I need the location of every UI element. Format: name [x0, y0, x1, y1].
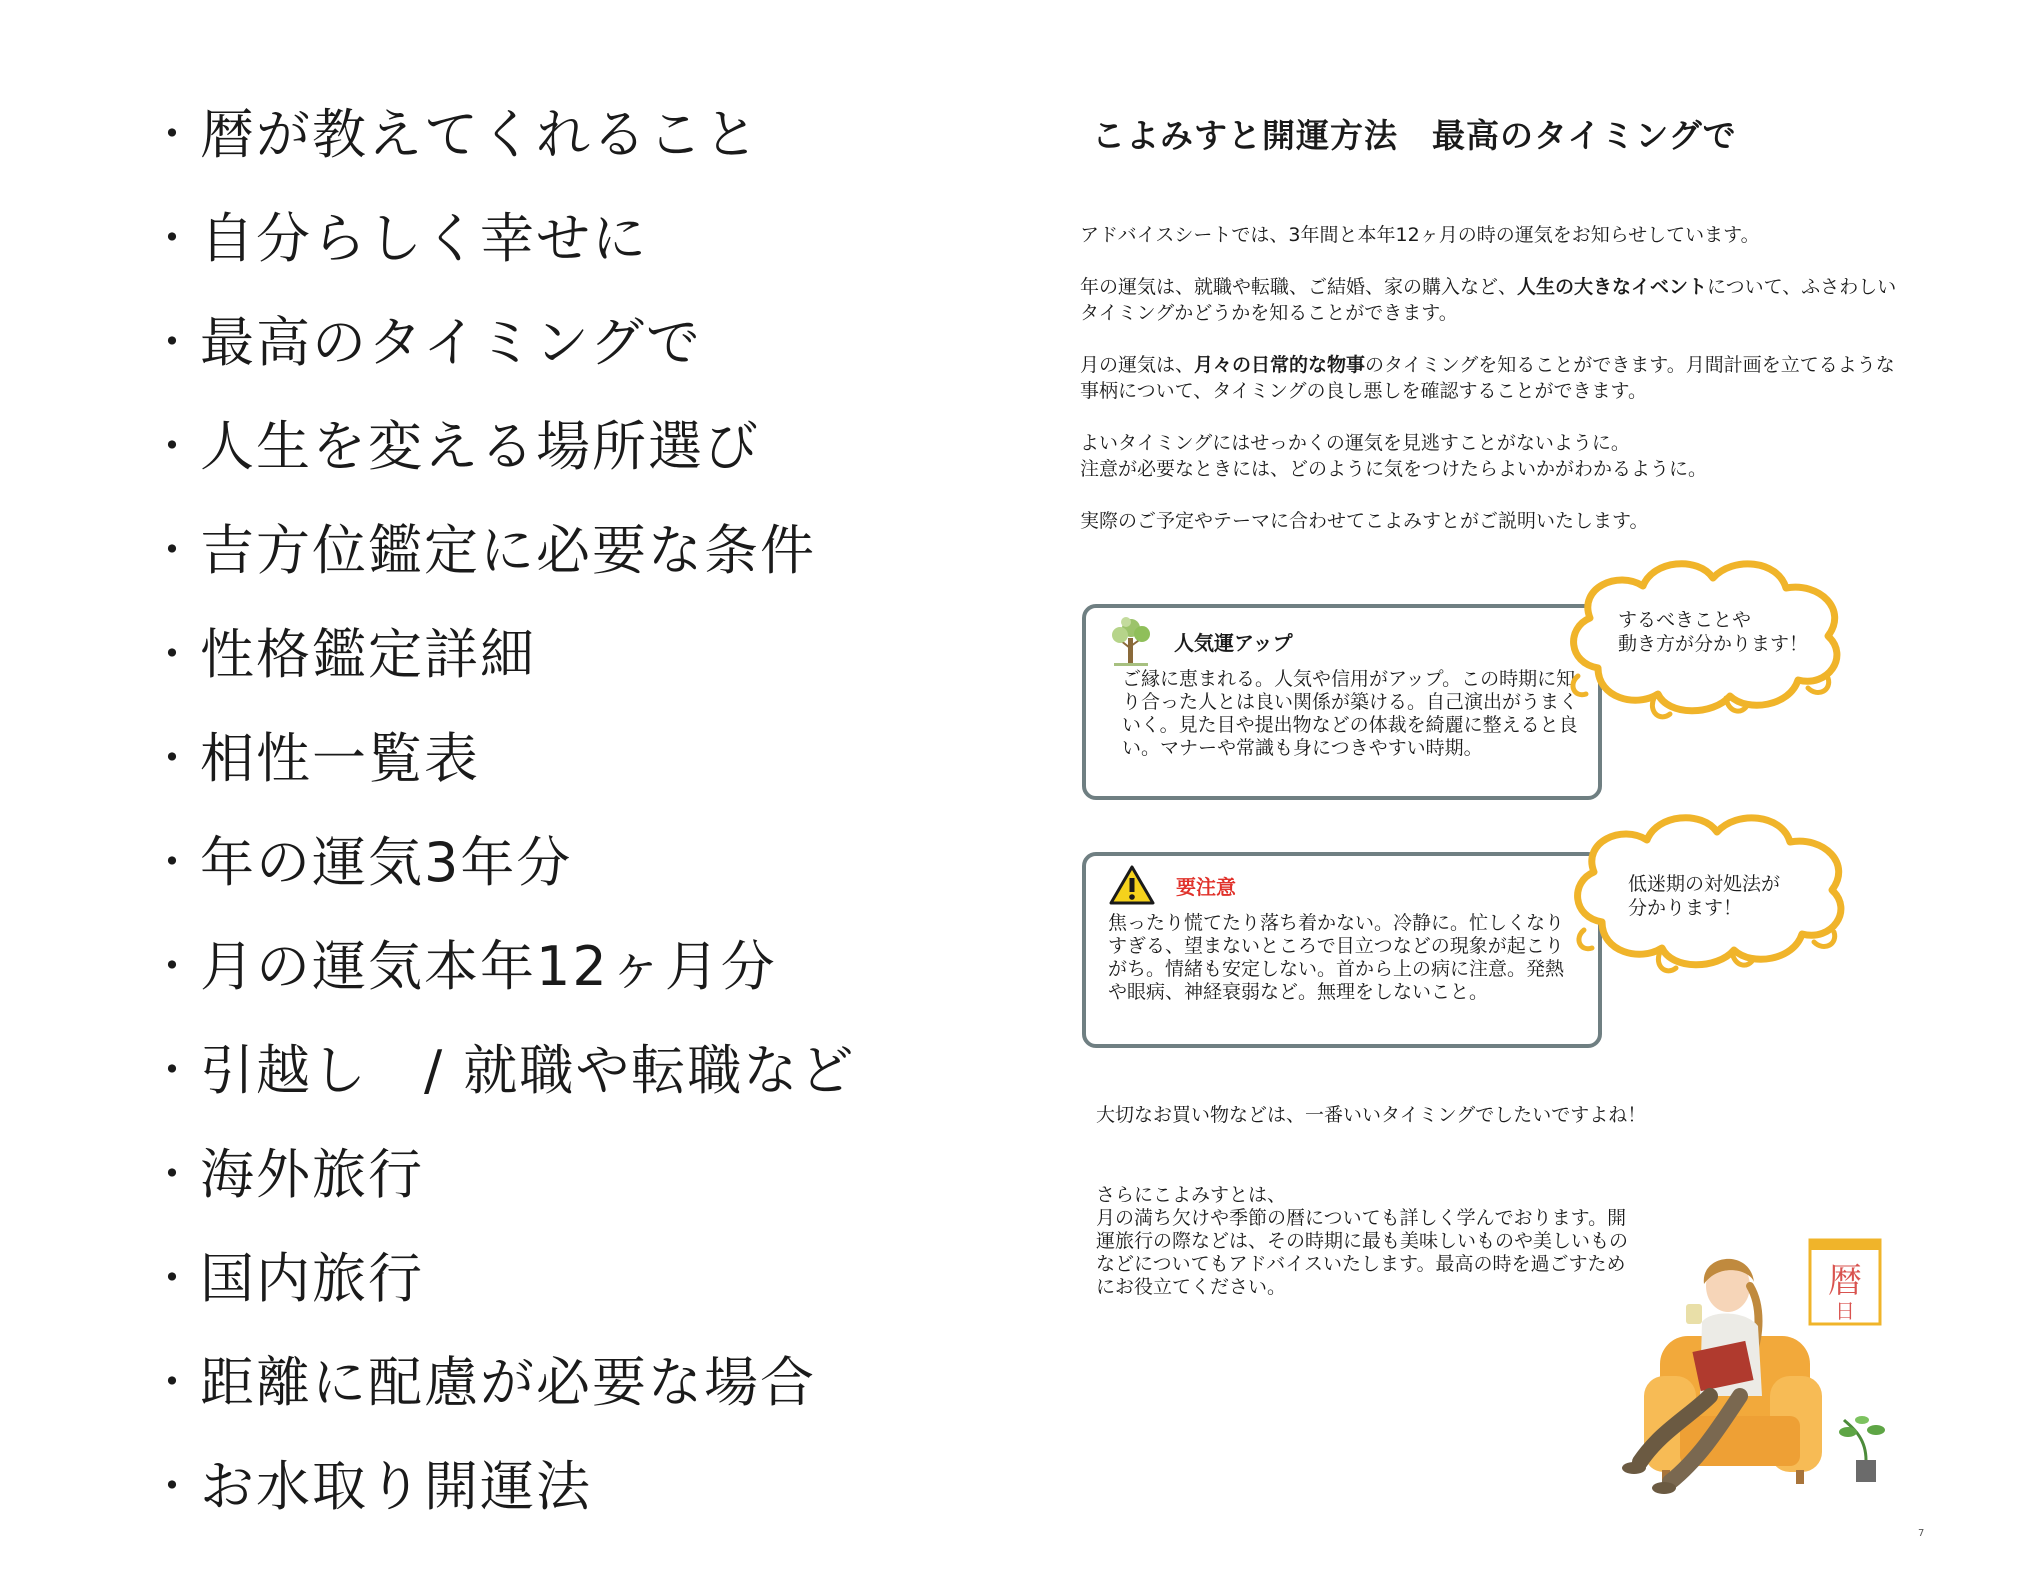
topic-label: 相性一覧表 [200, 726, 480, 790]
reading-woman-illustration [1600, 1226, 1900, 1506]
topic-label: お水取り開運法 [200, 1454, 592, 1518]
bullet: ・ [150, 629, 196, 680]
popularity-card [1082, 604, 1602, 800]
calendar-icon [1810, 1240, 1880, 1324]
cloud-line: 分かります！ [1628, 897, 1743, 919]
topic-label: 距離に配慮が必要な場合 [200, 1350, 816, 1414]
bullet: ・ [150, 213, 196, 264]
topic-item [150, 78, 970, 182]
page-number: 7 [1918, 1528, 1925, 1539]
card-body: 焦ったり慌てたり落ち着かない。冷静に。忙しくなりすぎる、望まないところで目立つなどの現象が起こりがち。情緒も安定しない。首から上の病に注意。発熱や眼病、神経衰弱など。無理をしないこと。 [1108, 912, 1565, 1003]
topic-item [150, 806, 970, 910]
bullet: ・ [150, 109, 196, 160]
cloud-line: するべきことや [1618, 609, 1752, 631]
topic-item [150, 286, 970, 390]
intro-emphasis: 人生の大きなイベント [1517, 276, 1708, 298]
intro-text-part: 年の運気は、就職や転職、ご結婚、家の購入など、 [1080, 276, 1518, 298]
cloud-text [1618, 608, 1808, 656]
intro-paragraph [1080, 508, 1910, 534]
topic-label: 月の運気本年12ヶ月分 [200, 934, 777, 998]
topic-label: 吉方位鑑定に必要な条件 [200, 518, 816, 582]
card-title: 人気運アップ [1174, 630, 1293, 655]
topic-label: 人生を変える場所選び [200, 414, 760, 478]
intro-text [1080, 222, 1910, 560]
bullet: ・ [150, 941, 196, 992]
card-body: ご縁に恵まれる。人気や信用がアップ。この時期に知り合った人とは良い関係が築ける。自己演出がうまくいく。見た目や提出物などの体裁を綺麗に整えると良い。マナーや常識も身につきやすい時期。 [1122, 668, 1579, 759]
caution-card [1082, 852, 1602, 1048]
intro-paragraph [1080, 222, 1910, 248]
topic-label: 引越し / 就職や転職など [200, 1038, 856, 1102]
topic-item [150, 910, 970, 1014]
intro-paragraph [1080, 352, 1910, 404]
topic-item [150, 182, 970, 286]
topic-item [150, 1014, 970, 1118]
card-header [1108, 616, 1293, 666]
extra-line: さらにこよみすとは、 [1096, 1184, 1287, 1206]
topic-label: 性格鑑定詳細 [200, 622, 536, 686]
speech-cloud [1558, 548, 1858, 728]
cloud-line: 低迷期の対処法が [1628, 873, 1781, 895]
topic-item [150, 1430, 970, 1534]
speech-cloud [1562, 802, 1862, 982]
page-title: こよみすと開運方法 最高のタイミングで [1092, 116, 1737, 155]
intro-emphasis: 月々の日常的な物事 [1194, 354, 1366, 376]
topic-label: 暦が教えてくれること [200, 102, 760, 166]
extra-body: 月の満ち欠けや季節の暦についても詳しく学んでおります。開運旅行の際などは、その時期に最も美味しいものや美しいものなどについてもアドバイスいたします。最高の時を過ごすためにお役立てください。 [1096, 1207, 1629, 1298]
intro-text-part: 月の運気は、 [1080, 354, 1195, 376]
bullet: ・ [150, 317, 196, 368]
warning-icon [1108, 864, 1156, 906]
topic-item [150, 1222, 970, 1326]
topic-item [150, 598, 970, 702]
topic-item [150, 494, 970, 598]
bullet: ・ [150, 525, 196, 576]
intro-line: アドバイスシートでは、3年間と本年12ヶ月の時の運気をお知らせしています。 [1080, 224, 1760, 246]
bullet: ・ [150, 421, 196, 472]
calendar-sub: 日 [1835, 1299, 1855, 1323]
topic-list [150, 78, 970, 1534]
intro-line: よいタイミングにはせっかくの運気を見逃すことがないように。 [1080, 432, 1630, 454]
cloud-line: 動き方が分かります！ [1618, 633, 1809, 655]
bullet: ・ [150, 1357, 196, 1408]
cloud-text [1628, 872, 1780, 920]
intro-line: 実際のご予定やテーマに合わせてこよみすとがご説明いたします。 [1080, 510, 1649, 532]
bullet: ・ [150, 1149, 196, 1200]
bullet: ・ [150, 1461, 196, 1512]
bullet: ・ [150, 1045, 196, 1096]
topic-item [150, 1118, 970, 1222]
intro-paragraph [1080, 430, 1910, 482]
intro-paragraph [1080, 274, 1910, 326]
extra-text [1096, 1184, 1636, 1299]
intro-text-part: のタイミングを知ることができます。月間計画を立てるような事柄について、タイミングの良し悪しを確認することができます。 [1080, 354, 1895, 402]
topic-label: 年の運気3年分 [200, 830, 573, 894]
card-title: 要注意 [1176, 874, 1236, 899]
tree-icon [1108, 616, 1154, 666]
topic-label: 自分らしく幸せに [200, 206, 648, 270]
intro-line: 注意が必要なときには、どのように気をつけたらよいかがわかるように。 [1080, 458, 1708, 480]
topic-label: 最高のタイミングで [200, 310, 702, 374]
bullet: ・ [150, 733, 196, 784]
topic-label: 国内旅行 [200, 1246, 424, 1310]
topic-label: 海外旅行 [200, 1142, 424, 1206]
intro-text-part: について、ふさわしいタイミングかどうかを知ることができます。 [1080, 276, 1897, 324]
card-header [1108, 864, 1236, 906]
calendar-char: 暦 [1828, 1261, 1862, 1301]
topic-item [150, 1326, 970, 1430]
bullet: ・ [150, 1253, 196, 1304]
plant-icon [1839, 1416, 1885, 1482]
closing-text: 大切なお買い物などは、一番いいタイミングでしたいですよね！ [1096, 1104, 1647, 1126]
bullet: ・ [150, 837, 196, 888]
topic-item [150, 390, 970, 494]
topic-item [150, 702, 970, 806]
